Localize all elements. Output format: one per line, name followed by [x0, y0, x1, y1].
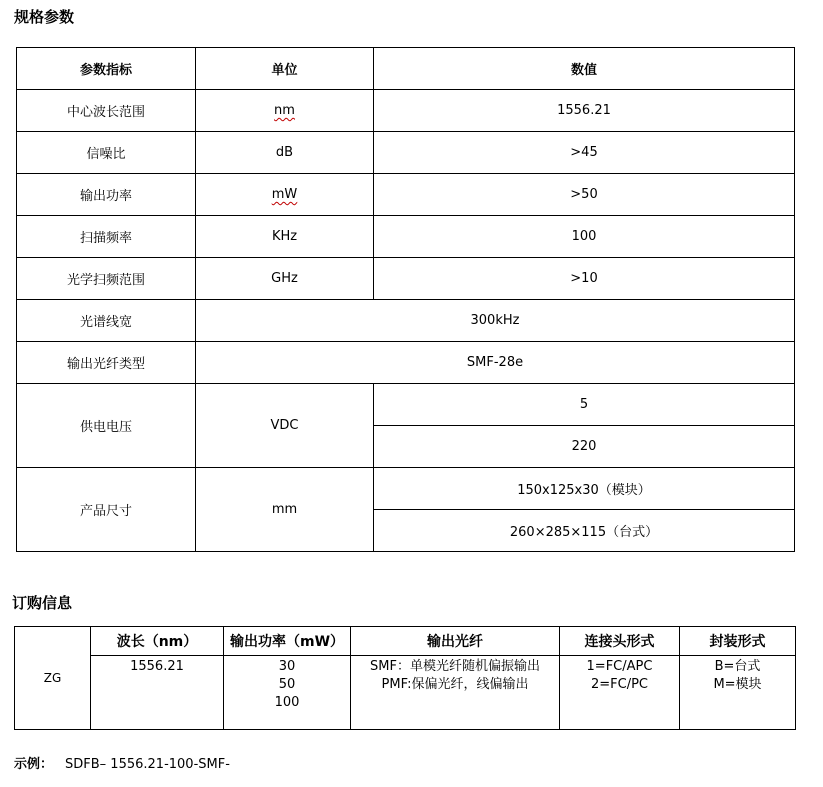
table-row: [17, 468, 795, 510]
value-cell: 1556.21: [374, 90, 795, 132]
param-cell: 信噪比: [17, 132, 196, 174]
power-option: 30: [278, 659, 296, 674]
value-cell: 150x125x30（模块）: [374, 468, 795, 510]
fiber-option: SMF：单模光纤随机偏振输出: [370, 659, 540, 674]
param-cell: 输出光纤类型: [17, 342, 196, 384]
order-section-title: 订购信息: [12, 594, 73, 612]
fiber-option: PMF:保偏光纤，线偏输出: [381, 677, 529, 692]
unit-text: mW: [271, 187, 298, 202]
value-cell: SMF-28e: [196, 342, 795, 384]
unit-cell: mm: [196, 468, 374, 552]
fiber-options-cell: [351, 656, 560, 730]
header-connector: 连接头形式: [560, 627, 680, 656]
example-line: [14, 753, 230, 772]
table-row: [17, 132, 795, 174]
unit-text: nm: [274, 103, 295, 118]
param-cell: 光谱线宽: [17, 300, 196, 342]
table-row: [17, 174, 795, 216]
unit-cell: VDC: [196, 384, 374, 468]
value-cell: >10: [374, 258, 795, 300]
header-power: 输出功率（mW）: [224, 627, 351, 656]
spec-table: [16, 47, 795, 552]
header-value: 数值: [374, 48, 795, 90]
model-prefix-cell: ZG: [15, 627, 91, 730]
table-row: [15, 656, 796, 730]
unit-cell: GHz: [196, 258, 374, 300]
table-header-row: [17, 48, 795, 90]
header-fiber: 输出光纤: [351, 627, 560, 656]
package-option: M=模块: [713, 677, 762, 692]
param-cell: 产品尺寸: [17, 468, 196, 552]
value-cell: 220: [374, 426, 795, 468]
power-options-cell: [224, 656, 351, 730]
header-param: 参数指标: [17, 48, 196, 90]
unit-cell: [196, 174, 374, 216]
example-label: 示例：: [14, 757, 54, 772]
connector-option: 2=FC/PC: [590, 677, 648, 692]
package-options-cell: [680, 656, 796, 730]
table-row: [17, 342, 795, 384]
power-option: 100: [274, 695, 300, 710]
value-cell: 5: [374, 384, 795, 426]
table-row: [17, 258, 795, 300]
table-row: [17, 300, 795, 342]
param-cell: 扫描频率: [17, 216, 196, 258]
power-option: 50: [278, 677, 296, 692]
connector-options-cell: [560, 656, 680, 730]
param-cell: 供电电压: [17, 384, 196, 468]
unit-cell: [196, 90, 374, 132]
header-package: 封装形式: [680, 627, 796, 656]
table-row: [17, 90, 795, 132]
value-cell: >50: [374, 174, 795, 216]
param-cell: 中心波长范围: [17, 90, 196, 132]
value-cell: 100: [374, 216, 795, 258]
table-header-row: [15, 627, 796, 656]
value-cell: 300kHz: [196, 300, 795, 342]
example-text: SDFB– 1556.21-100-SMF-: [65, 757, 230, 772]
spec-section-title: 规格参数: [14, 8, 75, 26]
value-cell: 260×285×115（台式）: [374, 510, 795, 552]
value-cell: >45: [374, 132, 795, 174]
header-unit: 单位: [196, 48, 374, 90]
header-wavelength: 波长（nm）: [91, 627, 224, 656]
param-cell: 输出功率: [17, 174, 196, 216]
wavelength-cell: 1556.21: [91, 656, 224, 730]
connector-option: 1=FC/APC: [586, 659, 653, 674]
unit-cell: KHz: [196, 216, 374, 258]
param-cell: 光学扫频范围: [17, 258, 196, 300]
unit-cell: dB: [196, 132, 374, 174]
table-row: [17, 216, 795, 258]
order-table: [14, 626, 796, 730]
package-option: B=台式: [714, 659, 761, 674]
table-row: [17, 384, 795, 426]
